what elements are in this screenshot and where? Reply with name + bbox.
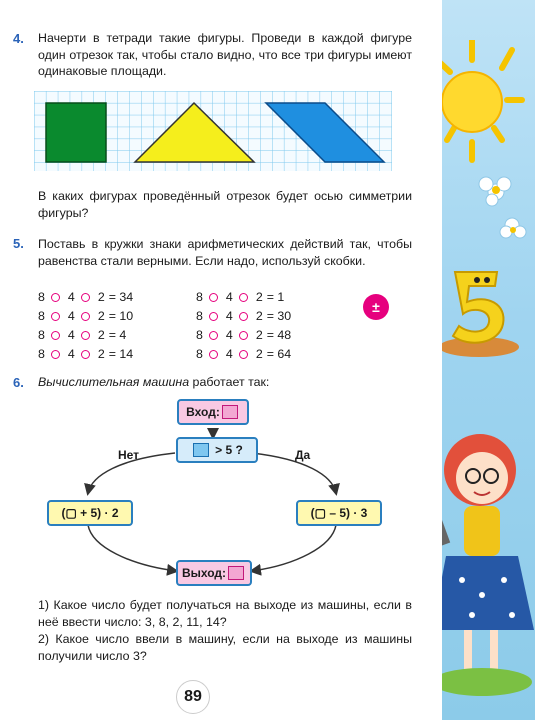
task-5-text: Поставь в кружки знаки арифметических действий так, чтобы равенства стали верными. Если надо, используй скобки. bbox=[38, 237, 412, 268]
condition-label: > 5 ? bbox=[215, 443, 243, 457]
left-operation: (▢ + 5) · 2 bbox=[61, 506, 119, 520]
task-6-title-italic: Вычислительная машина bbox=[38, 375, 190, 389]
page-number: 89 bbox=[176, 680, 210, 714]
input-slot bbox=[222, 405, 238, 419]
operator-circle-2[interactable] bbox=[239, 312, 248, 321]
output-box bbox=[176, 560, 252, 586]
equation-row bbox=[196, 347, 291, 361]
number-a: 8 bbox=[196, 347, 203, 361]
number-a: 8 bbox=[38, 347, 45, 361]
equation-result: = 1 bbox=[266, 290, 285, 304]
number-b: 4 bbox=[67, 347, 75, 361]
task-6-question-1: 1) Какое число будет получаться на выходе из машины, если в неё ввести число: 3, 8, 2, 11, 14? bbox=[38, 598, 412, 629]
right-operation-box bbox=[296, 500, 382, 526]
number-c: 2 bbox=[255, 347, 263, 361]
operator-circle-1[interactable] bbox=[209, 350, 218, 359]
task-6-title bbox=[38, 374, 412, 391]
task-4-number: 4. bbox=[13, 31, 24, 46]
figures-grid bbox=[34, 91, 392, 171]
output-label: Выход: bbox=[181, 566, 227, 580]
operator-circle-2[interactable] bbox=[81, 331, 90, 340]
number-b: 4 bbox=[225, 290, 233, 304]
operator-circle-1[interactable] bbox=[51, 331, 60, 340]
equation-row bbox=[38, 309, 133, 323]
number-a: 8 bbox=[196, 328, 203, 342]
condition-box bbox=[176, 437, 258, 463]
condition-slot bbox=[193, 443, 209, 457]
operator-circle-1[interactable] bbox=[209, 312, 218, 321]
decorative-side-panel bbox=[442, 0, 535, 720]
operator-circle-2[interactable] bbox=[81, 350, 90, 359]
number-a: 8 bbox=[38, 290, 45, 304]
green-square bbox=[46, 103, 106, 162]
number-b: 4 bbox=[225, 328, 233, 342]
equation-result: = 30 bbox=[266, 309, 292, 323]
operator-circle-1[interactable] bbox=[51, 293, 60, 302]
number-c: 2 bbox=[97, 309, 105, 323]
number-b: 4 bbox=[225, 347, 233, 361]
plus-minus-hint-icon bbox=[362, 293, 390, 321]
equation-row bbox=[196, 328, 291, 342]
operator-circle-1[interactable] bbox=[209, 293, 218, 302]
yes-label: Да bbox=[295, 448, 311, 462]
task-6-number: 6. bbox=[13, 375, 24, 390]
number-c: 2 bbox=[255, 309, 263, 323]
equation-result: = 14 bbox=[108, 347, 134, 361]
input-label: Вход: bbox=[186, 405, 220, 419]
number-a: 8 bbox=[38, 328, 45, 342]
equation-result: = 34 bbox=[108, 290, 134, 304]
no-label: Нет bbox=[118, 448, 140, 462]
number-c: 2 bbox=[97, 347, 105, 361]
operator-circle-1[interactable] bbox=[51, 312, 60, 321]
operator-circle-2[interactable] bbox=[239, 350, 248, 359]
number-c: 2 bbox=[255, 290, 263, 304]
equation-result: = 10 bbox=[108, 309, 134, 323]
task-5-number: 5. bbox=[13, 236, 24, 251]
equation-row bbox=[196, 309, 291, 323]
left-operation-box bbox=[47, 500, 133, 526]
output-slot bbox=[228, 566, 244, 580]
equation-row bbox=[38, 347, 133, 361]
number-c: 2 bbox=[255, 328, 263, 342]
equation-result: = 48 bbox=[266, 328, 292, 342]
number-a: 8 bbox=[196, 290, 203, 304]
girl-illustration bbox=[442, 420, 535, 710]
task-4-question: В каких фигурах проведённый отрезок будет осью симметрии фигуры? bbox=[38, 189, 412, 220]
task-6-question-2: 2) Какое число ввели в машину, если на выходе из машины получили число 3? bbox=[38, 632, 412, 663]
equation-result: = 64 bbox=[266, 347, 292, 361]
number-five-character bbox=[437, 262, 530, 362]
input-box bbox=[177, 399, 249, 425]
equation-row bbox=[196, 290, 284, 304]
number-b: 4 bbox=[67, 309, 75, 323]
number-a: 8 bbox=[38, 309, 45, 323]
operator-circle-1[interactable] bbox=[209, 331, 218, 340]
number-a: 8 bbox=[196, 309, 203, 323]
task-4-text: Начерти в тетради такие фигуры. Проведи в каждой фигуре один отрезок так, чтобы стало видно, что все три фигуры имеют одинаковые площади. bbox=[38, 31, 412, 78]
equation-row bbox=[38, 290, 133, 304]
number-b: 4 bbox=[225, 309, 233, 323]
equation-result: = 4 bbox=[108, 328, 127, 342]
task-6-title-rest: работает так: bbox=[189, 375, 270, 389]
operator-circle-2[interactable] bbox=[81, 312, 90, 321]
number-b: 4 bbox=[67, 290, 75, 304]
operator-circle-2[interactable] bbox=[239, 331, 248, 340]
operator-circle-2[interactable] bbox=[81, 293, 90, 302]
number-b: 4 bbox=[67, 328, 75, 342]
operator-circle-2[interactable] bbox=[239, 293, 248, 302]
number-c: 2 bbox=[97, 328, 105, 342]
operator-circle-1[interactable] bbox=[51, 350, 60, 359]
equation-row bbox=[38, 328, 126, 342]
number-c: 2 bbox=[97, 290, 105, 304]
right-operation: (▢ – 5) · 3 bbox=[310, 506, 368, 520]
svg-text:±: ± bbox=[372, 299, 380, 315]
